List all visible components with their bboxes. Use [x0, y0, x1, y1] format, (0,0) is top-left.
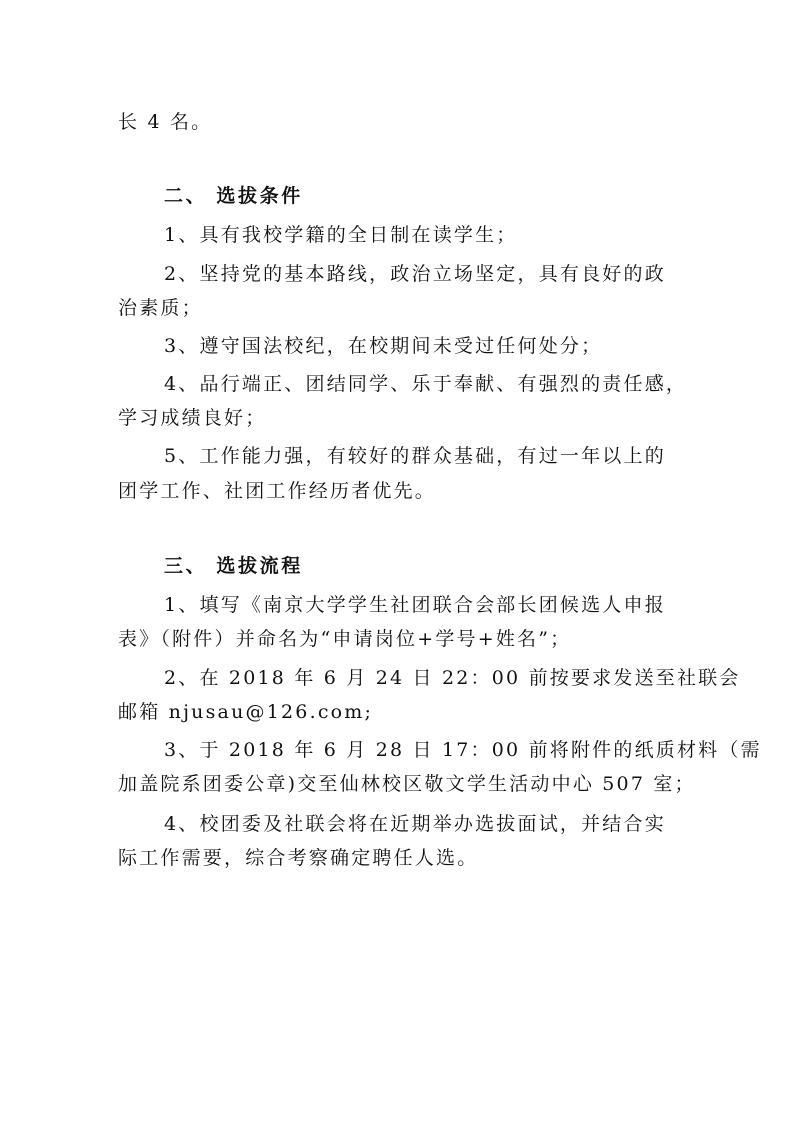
intro-tail-text: 长 4 名。 [118, 111, 213, 133]
section2-item-5-cont: 团学工作、社团工作经历者优先。 [118, 480, 437, 502]
section3-item-2: 2、在 2018 年 6 月 24 日 22：00 前按要求发送至社联会 [164, 667, 741, 689]
section2-heading: 二、 选拔条件 [164, 185, 303, 207]
section2-item-1: 1、具有我校学籍的全日制在读学生； [164, 224, 518, 246]
section3-item-4-cont: 际工作需要，综合考察确定聘任人选。 [118, 847, 479, 869]
section2-item-5: 5、工作能力强，有较好的群众基础，有过一年以上的 [164, 445, 666, 467]
section3-item-3: 3、于 2018 年 6 月 28 日 17：00 前将附件的纸质材料（需 [164, 739, 762, 761]
section3-item-4: 4、校团委及社联会将在近期举办选拔面试，并结合实 [164, 813, 666, 835]
section2-item-4: 4、品行端正、团结同学、乐于奉献、有强烈的责任感， [164, 373, 688, 395]
section2-item-2-cont: 治素质； [118, 297, 203, 319]
section3-item-1-cont: 表》（附件）并命名为“申请岗位+学号+姓名”； [118, 628, 572, 650]
section3-item-2-cont: 邮箱 njusau@126.com; [118, 701, 374, 723]
section3-item-3-cont: 加盖院系团委公章)交至仙林校区敬文学生活动中心 507 室； [118, 773, 696, 795]
section3-item-1: 1、填写《南京大学学生社团联合会部长团候选人申报 [164, 594, 666, 616]
section3-heading: 三、 选拔流程 [164, 555, 303, 577]
section2-item-4-cont: 学习成绩良好； [118, 407, 267, 429]
section2-item-2: 2、坚持党的基本路线，政治立场坚定，具有良好的政 [164, 263, 666, 285]
section2-item-3: 3、遵守国法校纪，在校期间未受过任何处分； [164, 335, 603, 357]
